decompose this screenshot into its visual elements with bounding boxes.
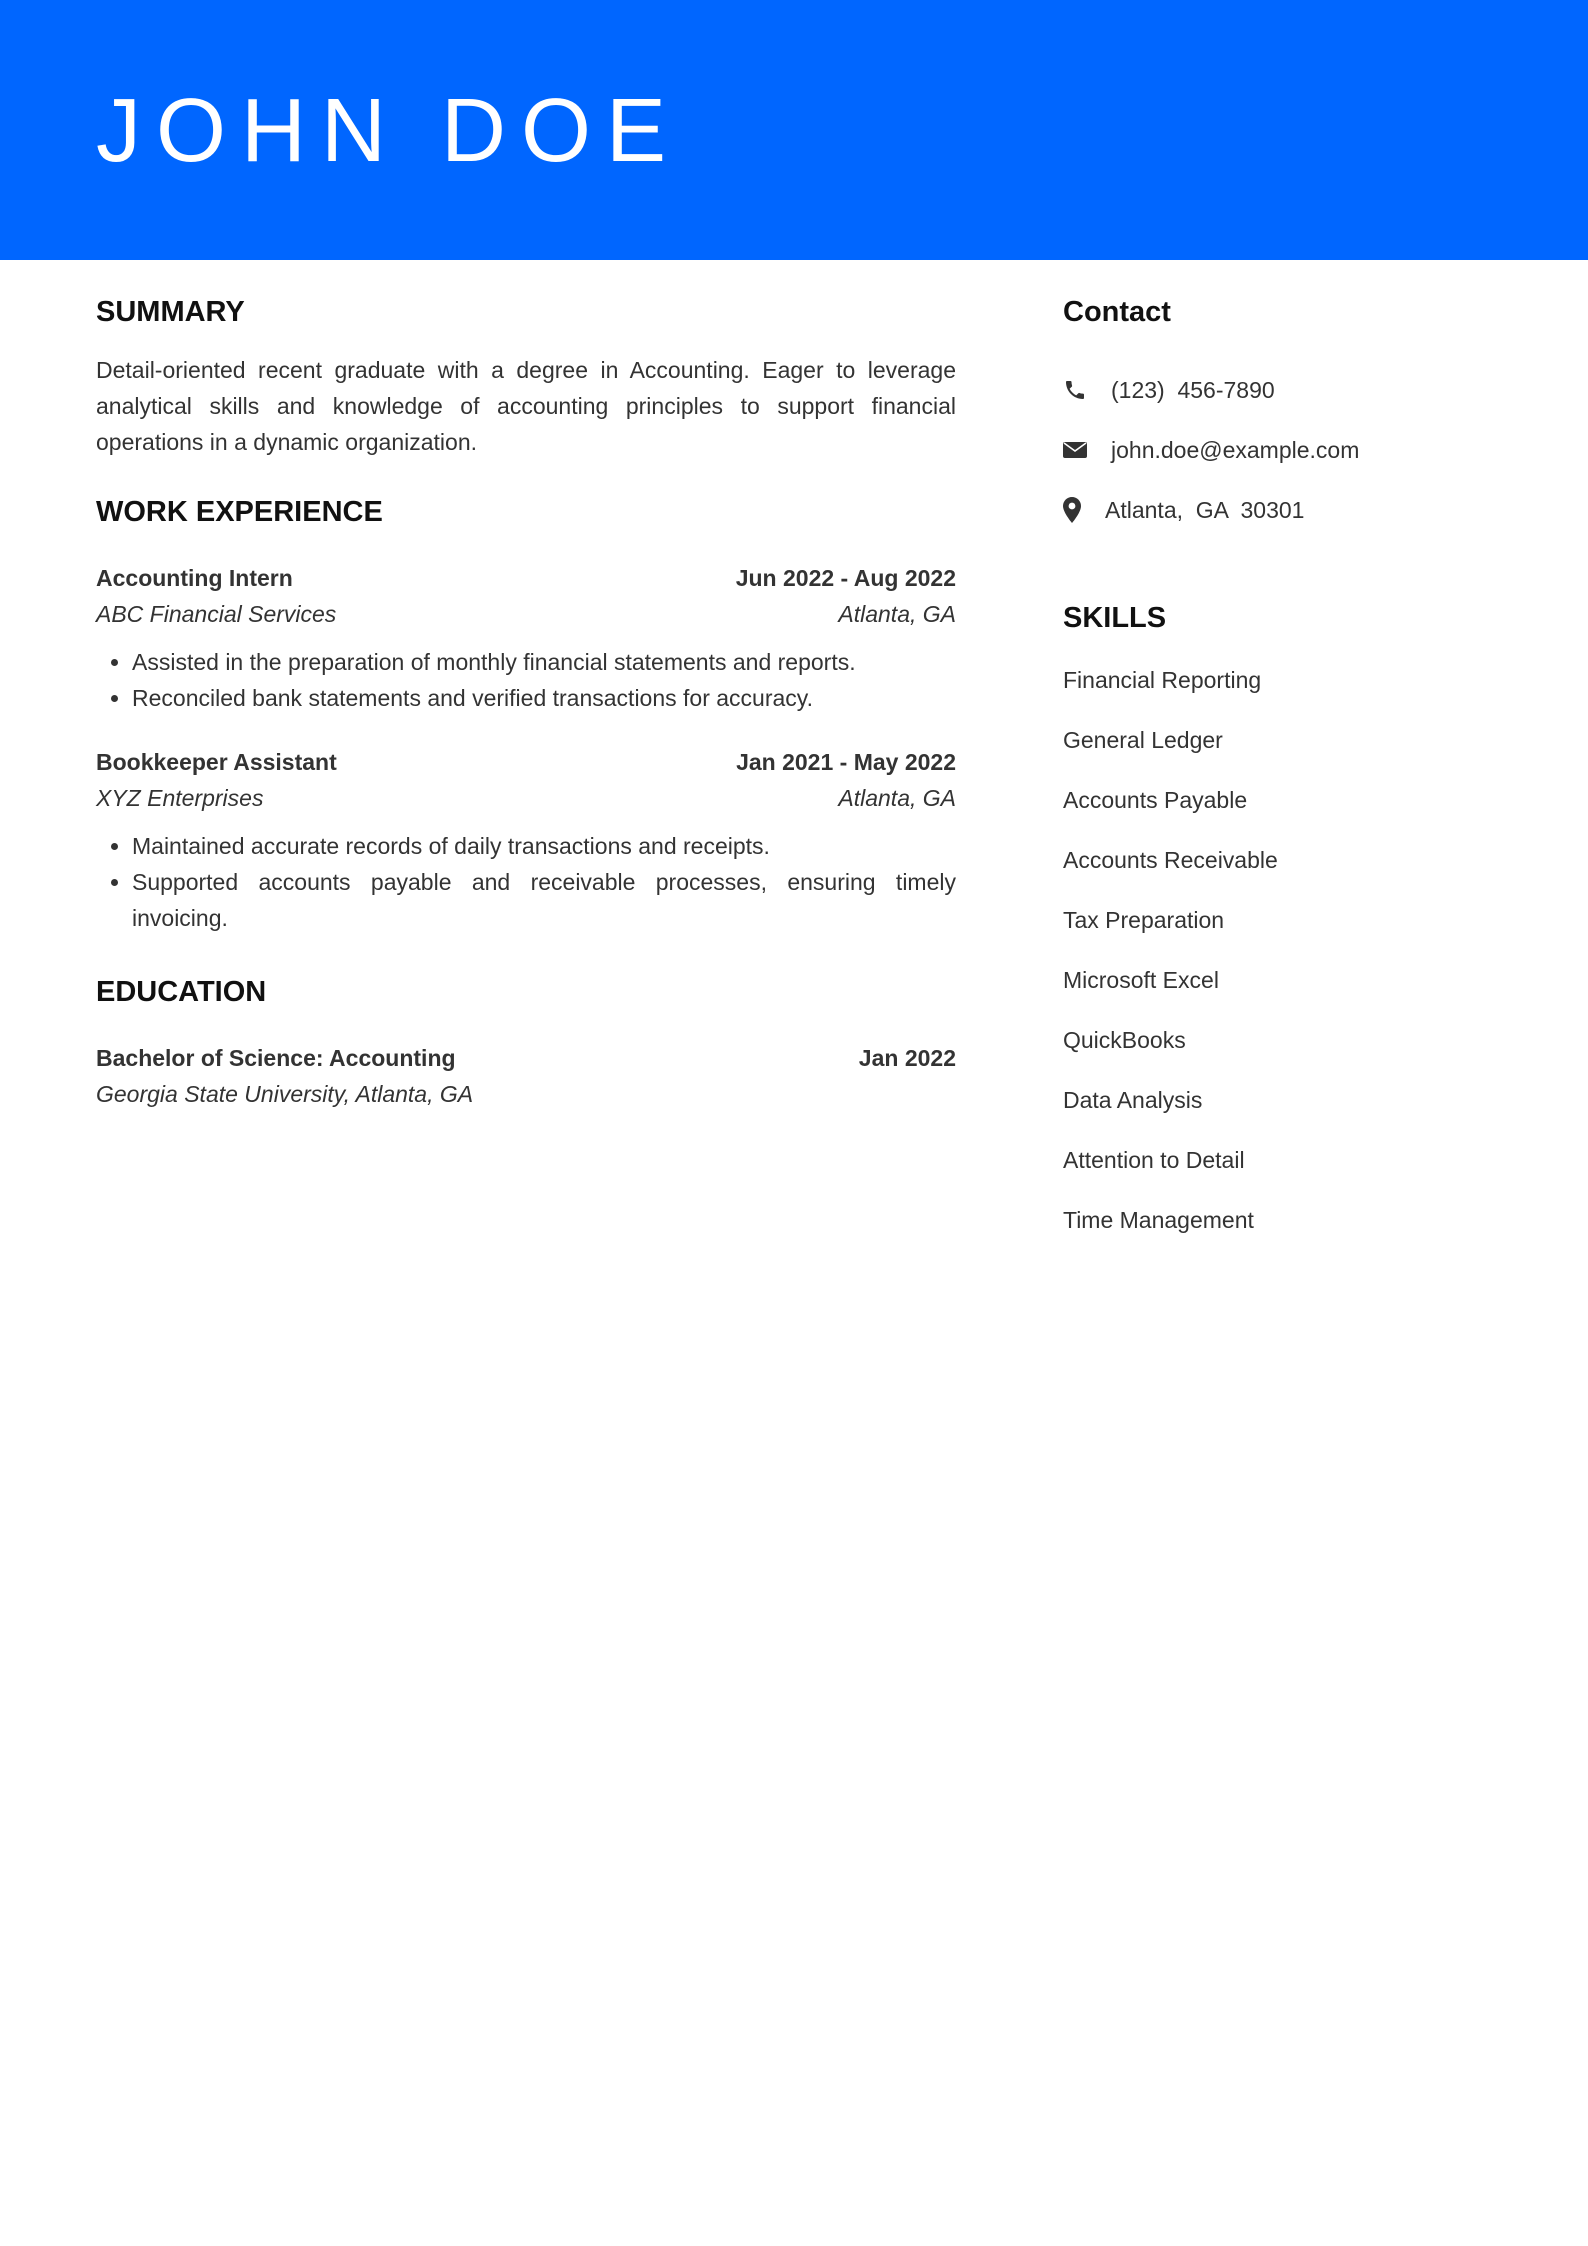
education-title: EDUCATION bbox=[96, 976, 267, 1008]
contact-email-text: john.doe@example.com bbox=[1111, 436, 1360, 463]
skill-item: Financial Reporting bbox=[1063, 667, 1262, 693]
contact-phone bbox=[1063, 360, 1523, 420]
education-section bbox=[96, 970, 956, 1112]
skill-item: Microsoft Excel bbox=[1063, 967, 1219, 993]
envelope-icon bbox=[1063, 437, 1089, 463]
sidebar-column bbox=[1063, 290, 1523, 1262]
job-entry bbox=[96, 744, 956, 936]
job-bullet: • Supported accounts payable and receivable processes, ensuring timely invoicing. bbox=[132, 864, 956, 936]
work-experience-title: WORK EXPERIENCE bbox=[96, 496, 383, 528]
job-bullets bbox=[96, 644, 956, 716]
skill-item: QuickBooks bbox=[1063, 1027, 1186, 1053]
education-entry bbox=[96, 1040, 956, 1112]
skill-item: Tax Preparation bbox=[1063, 907, 1225, 933]
skill-item: Data Analysis bbox=[1063, 1087, 1203, 1113]
job-position: Accounting Intern bbox=[96, 565, 293, 591]
education-degree: Bachelor of Science: Accounting bbox=[96, 1045, 456, 1071]
job-location: Atlanta, GA bbox=[838, 601, 956, 627]
phone-icon bbox=[1063, 377, 1089, 403]
contact-title: Contact bbox=[1063, 296, 1171, 328]
contact-list bbox=[1063, 360, 1523, 540]
skill-item: Time Management bbox=[1063, 1207, 1254, 1233]
map-pin-icon bbox=[1063, 497, 1083, 523]
skills-title: SKILLS bbox=[1063, 602, 1167, 634]
skill-item: Accounts Payable bbox=[1063, 787, 1248, 813]
job-dates: Jan 2021 - May 2022 bbox=[736, 749, 956, 775]
skills-list bbox=[1063, 662, 1523, 1262]
contact-phone-text: (123) 456-7890 bbox=[1111, 376, 1275, 403]
job-bullets bbox=[96, 828, 956, 936]
summary-title: SUMMARY bbox=[96, 296, 245, 328]
summary-section bbox=[96, 290, 956, 460]
job-location: Atlanta, GA bbox=[838, 785, 956, 811]
job-dates: Jun 2022 - Aug 2022 bbox=[735, 565, 956, 591]
education-date: Jan 2022 bbox=[858, 1045, 956, 1071]
contact-section bbox=[1063, 290, 1523, 540]
job-position: Bookkeeper Assistant bbox=[96, 749, 337, 775]
job-bullet: • Reconciled bank statements and verified transactions for accuracy. bbox=[132, 680, 956, 716]
skill-item: Accounts Receivable bbox=[1063, 847, 1278, 873]
job-company: ABC Financial Services bbox=[96, 601, 337, 627]
job-entry bbox=[96, 560, 956, 716]
job-company: XYZ Enterprises bbox=[96, 785, 264, 811]
skill-item: Attention to Detail bbox=[1063, 1147, 1245, 1173]
contact-address bbox=[1063, 480, 1523, 540]
job-bullet: • Maintained accurate records of daily transactions and receipts. bbox=[132, 828, 956, 864]
contact-email bbox=[1063, 420, 1523, 480]
summary-text: Detail-oriented recent graduate with a degree in Accounting. Eager to leverage analytical skills and knowledge of accounting principles to support financial operations in a dynamic organization. bbox=[96, 357, 956, 455]
main-column bbox=[96, 290, 956, 1112]
header-banner bbox=[0, 0, 1588, 260]
skill-item: General Ledger bbox=[1063, 727, 1223, 753]
job-bullet: • Assisted in the preparation of monthly financial statements and reports. bbox=[132, 644, 956, 680]
candidate-name: JOHN DOE bbox=[96, 81, 682, 181]
contact-address-text: Atlanta, GA 30301 bbox=[1105, 496, 1305, 523]
work-experience-section bbox=[96, 490, 956, 936]
education-school: Georgia State University, Atlanta, GA bbox=[96, 1081, 474, 1107]
skills-section bbox=[1063, 596, 1523, 1262]
